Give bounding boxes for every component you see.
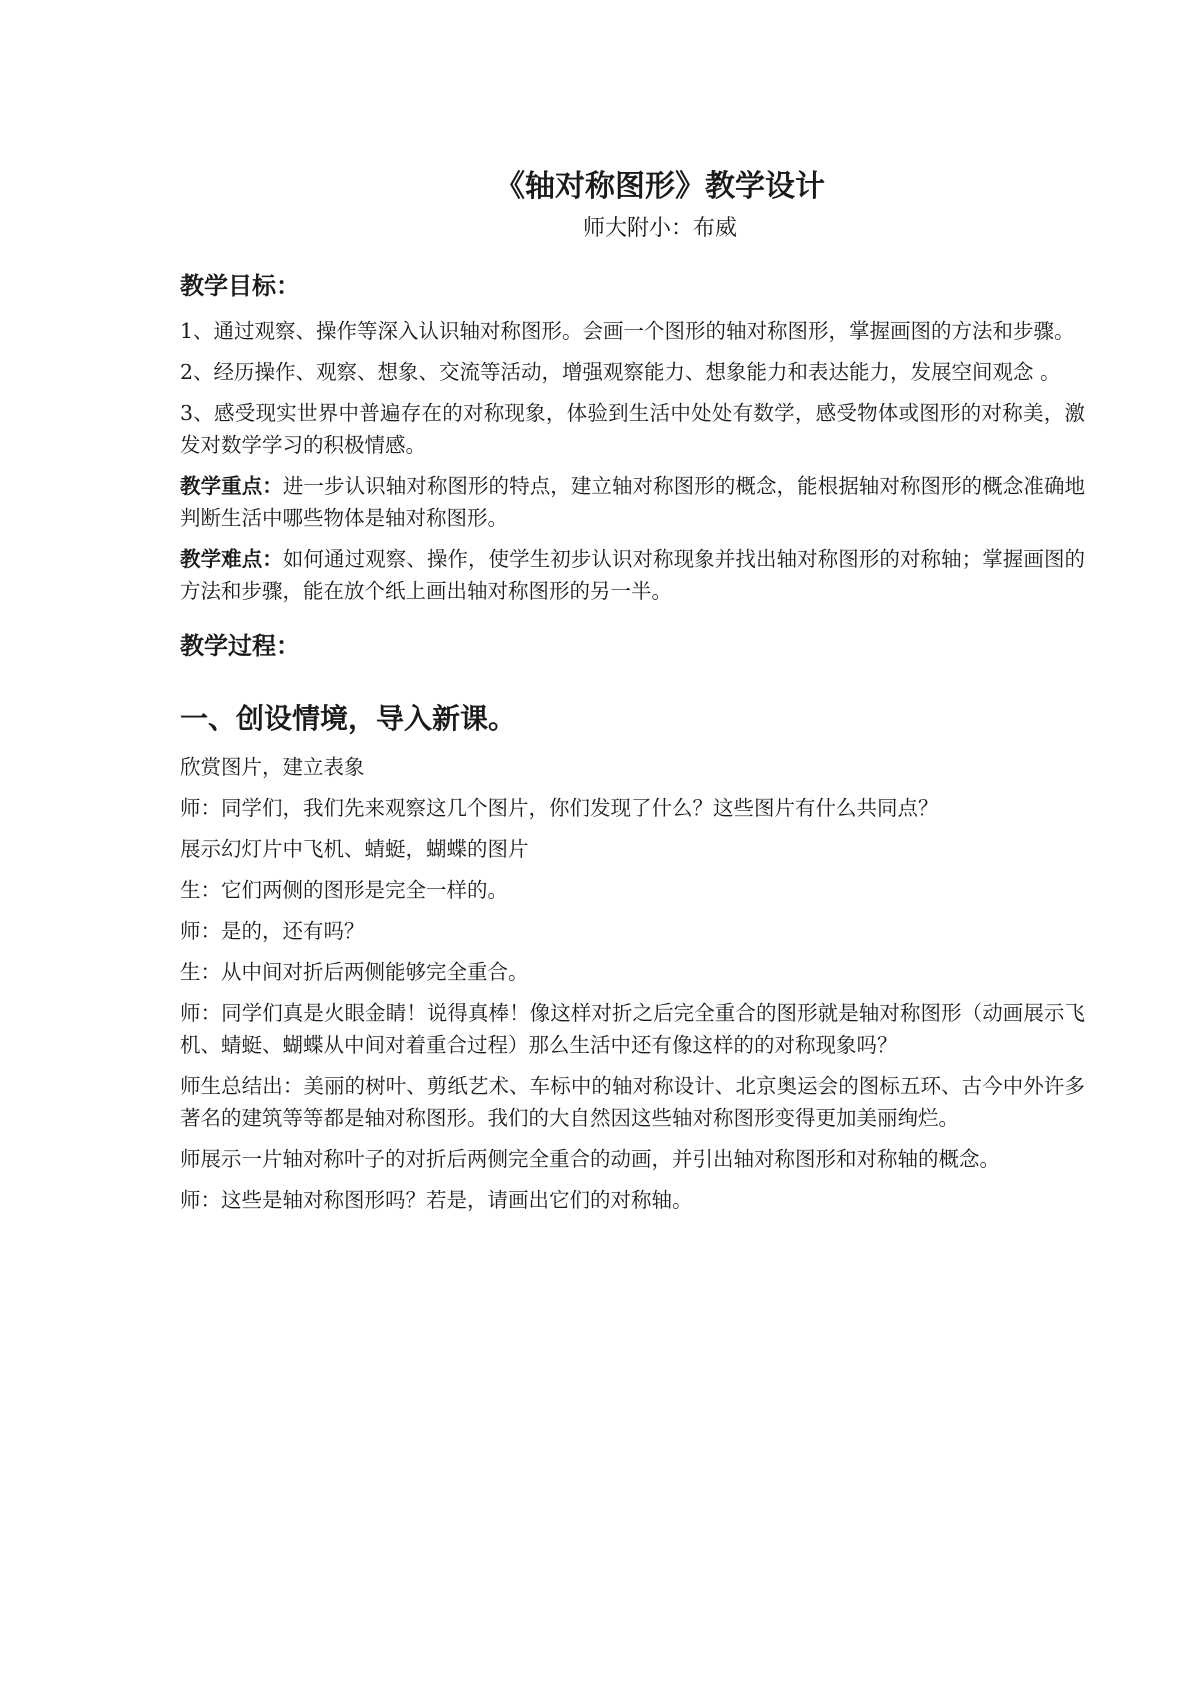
key-point-paragraph	[180, 470, 1085, 534]
difficult-point-label: 教学难点：	[180, 547, 283, 571]
section-1-paragraph: 师生总结出：美丽的树叶、剪纸艺术、车标中的轴对称设计、北京奥运会的图标五环、古今中外许多著名的建筑等等都是轴对称图形。我们的大自然因这些轴对称图形变得更加美丽绚烂。	[180, 1074, 1085, 1130]
objective-item-3: 3、感受现实世界中普遍存在的对称现象，体验到生活中处处有数学，感受物体或图形的对称美，激发对数学学习的积极情感。	[180, 401, 1085, 457]
objective-item-1: 1、通过观察、操作等深入认识轴对称图形。会画一个图形的轴对称图形，掌握画图的方法和步骤。	[180, 319, 1075, 343]
section-1-paragraph: 师：这些是轴对称图形吗？若是，请画出它们的对称轴。	[180, 1188, 693, 1212]
section-1-paragraph: 师：同学们真是火眼金睛！说得真棒！像这样对折之后完全重合的图形就是轴对称图形（动画展示飞机、蜻蜓、蝴蝶从中间对着重合过程）那么生活中还有像这样的的对称现象吗？	[180, 1001, 1085, 1057]
section-1-paragraph: 欣赏图片，建立表象	[180, 755, 365, 779]
section-1-paragraph: 生：它们两侧的图形是完全一样的。	[180, 878, 508, 902]
key-point-label: 教学重点：	[180, 474, 283, 498]
objective-item-2: 2、经历操作、观察、想象、交流等活动，增强观察能力、想象能力和表达能力，发展空间观念 。	[180, 360, 1061, 384]
key-point-text: 进一步认识轴对称图形的特点，建立轴对称图形的概念，能根据轴对称图形的概念准确地判断生活中哪些物体是轴对称图形。	[180, 474, 1086, 530]
section-1-heading: 一、创设情境，导入新课。	[180, 702, 517, 735]
section-1-paragraph: 师：是的，还有吗？	[180, 919, 365, 943]
section-1-paragraph: 展示幻灯片中飞机、蜻蜓，蝴蝶的图片	[180, 837, 529, 861]
document-author: 师大附小：布威	[582, 216, 737, 241]
difficult-point-text: 如何通过观察、操作，使学生初步认识对称现象并找出轴对称图形的对称轴；掌握画图的方法和步骤，能在放个纸上画出轴对称图形的另一半。	[180, 547, 1086, 603]
document-page	[180, 165, 1085, 1225]
document-title: 《轴对称图形》教学设计	[495, 169, 825, 204]
section-1-paragraph: 师展示一片轴对称叶子的对折后两侧完全重合的动画，并引出轴对称图形和对称轴的概念。	[180, 1147, 1000, 1171]
difficult-point-paragraph	[180, 543, 1085, 607]
objectives-heading: 教学目标：	[180, 272, 300, 300]
process-heading: 教学过程：	[180, 632, 300, 660]
section-1-paragraph: 生：从中间对折后两侧能够完全重合。	[180, 960, 529, 984]
section-1-paragraph: 师：同学们，我们先来观察这几个图片，你们发现了什么？这些图片有什么共同点？	[180, 796, 939, 820]
